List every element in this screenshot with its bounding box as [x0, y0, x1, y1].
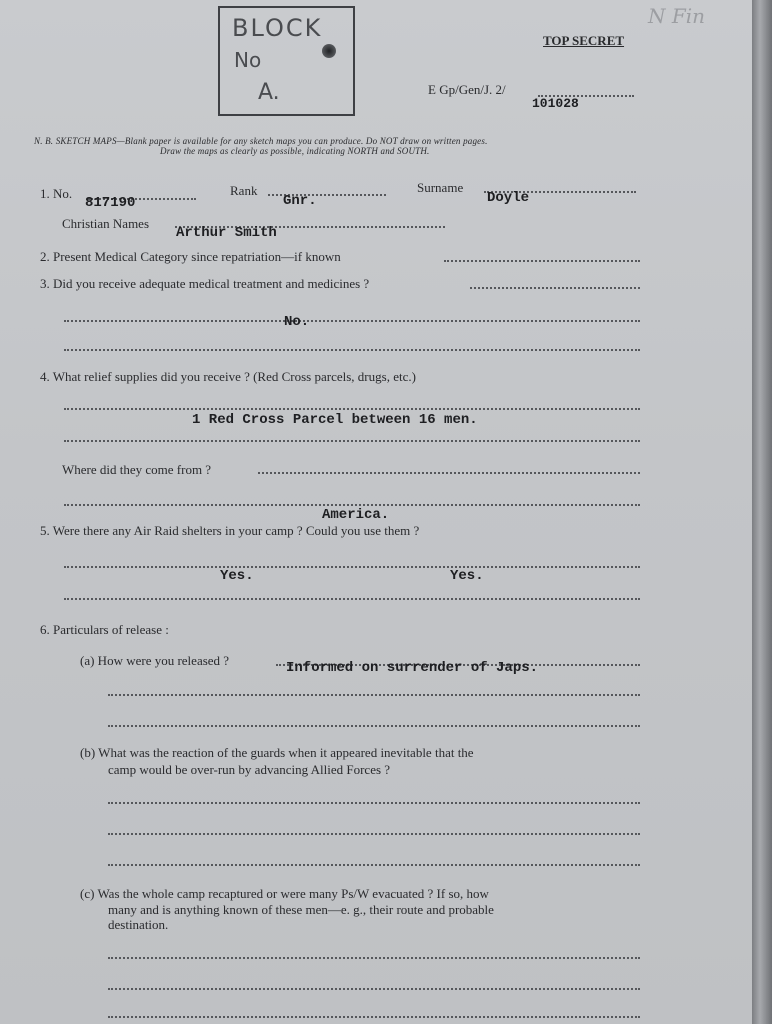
reference-number: 101028: [532, 96, 579, 111]
q4-dots-1: [64, 408, 640, 410]
q6c-dots-1: [108, 957, 640, 959]
stamp-line-1: BLOCK: [232, 14, 323, 42]
q4-answer: 1 Red Cross Parcel between 16 men.: [192, 412, 478, 428]
q3-label: 3. Did you receive adequate medical treatment and medicines ?: [40, 276, 370, 291]
punch-hole-icon: [322, 44, 336, 58]
q4-where-answer: America.: [322, 507, 390, 523]
q1-rank-label: Rank: [230, 183, 258, 198]
q6c-line-3: destination.: [108, 917, 169, 932]
handwritten-note: N Fin: [648, 4, 706, 28]
q6-label: 6. Particulars of release :: [40, 622, 169, 637]
sketch-note-line-2: Draw the maps as clearly as possible, indicating NORTH and SOUTH.: [160, 146, 430, 156]
q5-label: 5. Were there any Air Raid shelters in your camp ? Could you use them ?: [40, 523, 420, 538]
q5-dots-2: [64, 598, 640, 600]
q5-answer-2: Yes.: [450, 568, 484, 584]
q6a-dots-2: [108, 694, 640, 696]
q5-dots-1: [64, 566, 640, 568]
q3-dots-3: [64, 349, 640, 351]
q1-surname-label: Surname: [417, 180, 464, 195]
q6b-dots-3: [108, 864, 640, 866]
q3-answer: No.: [284, 314, 310, 330]
sketch-note-line-1: N. B. SKETCH MAPS—Blank paper is available for any sketch maps you can produce. Do NOT draw on written pages.: [34, 136, 488, 146]
q6c-line-1: (c) Was the whole camp recaptured or were many Ps/W evacuated ? If so, how: [80, 886, 489, 901]
q1-christian-label: Christian Names: [62, 216, 150, 231]
q6c-line-2: many and is anything known of these men—e. g., their route and probable: [108, 902, 494, 917]
q6b-line-2: camp would be over-run by advancing Allied Forces ?: [108, 762, 391, 777]
q6a-dots-3: [108, 725, 640, 727]
page-edge: [752, 0, 772, 1024]
q4-dots-2: [64, 440, 640, 442]
q1-rank-value: Gnr.: [283, 193, 317, 209]
classification-label: TOP SECRET: [543, 33, 625, 48]
q6b-dots-1: [108, 802, 640, 804]
q6b-line-1: (b) What was the reaction of the guards when it appeared inevitable that the: [80, 745, 474, 760]
reference-label: E Gp/Gen/J. 2/: [428, 82, 506, 97]
q2-label: 2. Present Medical Category since repatriation—if known: [40, 249, 341, 264]
q6c-dots-3: [108, 1016, 640, 1018]
q1-surname-value: Doyle: [487, 190, 530, 206]
q6b-dots-2: [108, 833, 640, 835]
q5-answer-1: Yes.: [220, 568, 254, 584]
q6a-answer: Informed on surrender of Japs.: [286, 660, 539, 676]
block-stamp: [218, 6, 355, 116]
q2-dots: [444, 260, 640, 262]
q6c-dots-2: [108, 988, 640, 990]
q1-christian-value: Arthur Smith: [176, 225, 277, 241]
q4-dots-3: [64, 504, 640, 506]
q4-where-dots: [258, 472, 640, 474]
q1-no-value: 817190: [85, 195, 136, 211]
q1-no-label: 1. No.: [40, 186, 73, 201]
q3-dots-2: [64, 320, 640, 322]
q6a-label: (a) How were you released ?: [80, 653, 230, 668]
q4-label: 4. What relief supplies did you receive ? (Red Cross parcels, drugs, etc.): [40, 369, 416, 384]
stamp-line-2: No: [234, 48, 262, 72]
q4-where-label: Where did they come from ?: [62, 462, 212, 477]
stamp-line-3: A.: [258, 80, 280, 105]
q3-dots-1: [470, 287, 640, 289]
